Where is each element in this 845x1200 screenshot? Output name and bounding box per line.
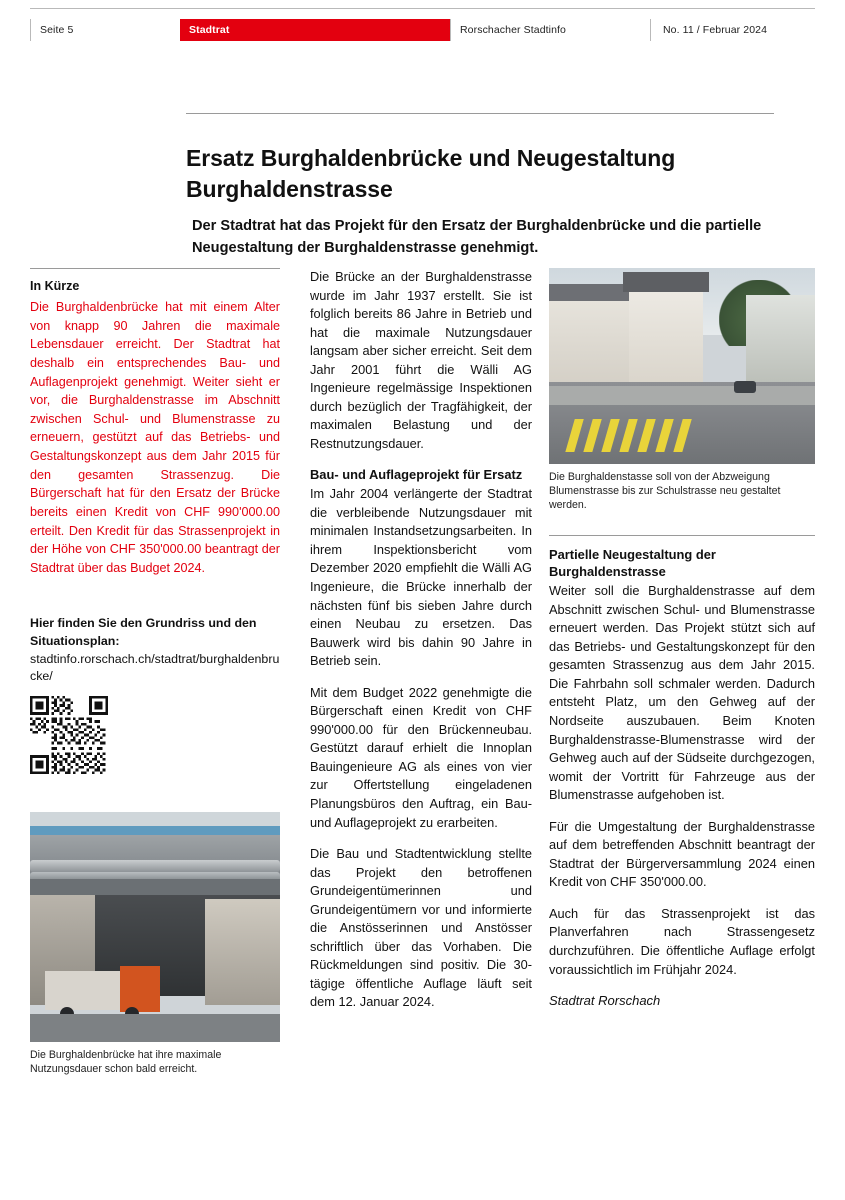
page-title: Ersatz Burghaldenbrücke und Neugestaltung Burghaldenstrasse (186, 145, 676, 202)
qr-code-icon[interactable] (30, 696, 108, 774)
summary-kicker: In Kürze (30, 279, 80, 293)
qr-heading: Hier finden Sie den Grundriss und den Situationsplan: (30, 616, 257, 648)
paragraph: Die Bau und Stadtentwicklung stellte das Projekt den betroffenen Grundeigentümerinnen und Grundeigentümern vor und informierte die Anstösserinnen und Anstösser schriftlich über das Vorhaben. Die Rückmeldungen sind positiv. Die 30-tägige öffentliche Auflage läuft seit dem 12. Januar 2024. (310, 846, 532, 1010)
column-right (549, 268, 815, 1008)
page-header (0, 0, 845, 56)
header-publication: Rorschacher Stadtinfo (450, 19, 650, 41)
subheading-bau-auflageprojekt: Bau- und Auflageprojekt für Ersatz (310, 467, 523, 483)
street-photo-caption: Die Burghaldenstasse soll von der Abzweigung Blumenstrasse bis zur Schulstrasse neu gestaltet werden. (549, 471, 781, 512)
header-issue: No. 11 / Februar 2024 (650, 19, 815, 41)
column-left-divider (30, 268, 280, 269)
column-left (30, 268, 280, 1076)
paragraph: Die Brücke an der Burghaldenstrasse wurde im Jahr 1937 erstellt. Sie ist folglich bereits 86 Jahre in Betrieb und hat die maximale Nutzungsdauer langsam aber sicher erreicht. Seit dem Jahr 2001 führt die Wälli AG Ingenieure regelmässige Inspektionen durch bezüglich der Tragfähigkeit, der maximalen Belastung und der Restnutzungsdauer. (310, 269, 532, 451)
bridge-photo-caption: Die Burghaldenbrücke hat ihre maximale Nutzungsdauer schon bald erreicht. (30, 1048, 222, 1075)
burghaldenbruecke-underside-photo (30, 812, 280, 1042)
subheading-partielle-neugestaltung: Partielle Neugestaltung der Burghaldenstrasse (549, 546, 716, 580)
burghaldenstrasse-street-photo (549, 268, 815, 464)
article-lead: Der Stadtrat hat das Projekt für den Ersatz der Burghaldenbrücke und die partielle Neugestaltung der Burghaldenstrasse genehmigt. (192, 217, 762, 256)
title-divider (186, 113, 774, 114)
paragraph: Im Jahr 2004 verlängerte der Stadtrat die verbleibende Nutzungsdauer mit minimalen Instandsetzungsarbeiten. In ihrem Inspektionsbericht vom Dezember 2020 empfiehlt die Wälli AG Ingenieure, die Brücke innerhalb der nächsten fünf bis sieben Jahre durch einen Neubau zu ersetzen. Das Bauwerk wird bis dahin 90 Jahre in Betrieb sein. (310, 486, 532, 669)
header-items (30, 19, 815, 41)
header-section-badge: Stadtrat (180, 19, 450, 41)
header-page-label: Seite 5 (30, 19, 180, 41)
paragraph: Mit dem Budget 2022 genehmigte die Bürgerschaft einen Kredit von CHF 990'000.00 für den Brückenneubau. Gestützt darauf erhielt die Innoplan Bauingenieure AG als eines von vier zur Offertstellung eingeladenen Planungsbüros den Auftrag, ein Bau- und Auflageprojekt zu erarbeiten. (310, 684, 532, 830)
paragraph: Auch für das Strassenprojekt ist das Planverfahren nach Strassengesetz durchzuführen. Die öffentliche Auflage erfolgt voraussichtlich im Frühjahr 2024. (549, 905, 815, 977)
article-signature: Stadtrat Rorschach (549, 993, 661, 1009)
header-divider (30, 8, 815, 9)
column-right-divider (549, 535, 815, 536)
summary-text: Die Burghaldenbrücke hat mit einem Alter von knapp 90 Jahren die maximale Lebensdauer erreicht. Der Stadtrat hat deshalb ein entsprechendes Bau- und Auflagenprojekt genehmigt. Weiter sieht er vor, die Burghaldenstrasse im Abschnitt zwischen Schul- und Blumenstrasse zu erneuern, gestützt auf das Betriebs- und Gestaltungskonzept aus dem Jahr 2015 für den gesamten Strassenzug. Die Bürgerschaft hat für den Ersatz der Brücke bereits einen Kredit von CHF 990'000.00 erteilt. Den Kredit für das Strassenprojekt in der Höhe von CHF 350'000.00 beantragt der Stadtrat über das Budget 2024. (30, 300, 280, 575)
paragraph: Weiter soll die Burghaldenstrasse auf dem Abschnitt zwischen Schul- und Blumenstrasse erneuert werden. Das Projekt stützt sich auf das Betriebs- und Gestaltungskonzept für den gesamten Strassenzug aus dem Jahr 2015. Die Fahrbahn soll schmaler werden. Dadurch entsteht Platz, um den Gehweg auf der Nordseite auszubauen. Beim Knoten Burghaldenstrasse-Blumenstrasse wird der Gehweg auch auf der Südseite durchgezogen, womit der Vortritt für Fahrzeuge aus der Blumenstrasse aufgehoben ist. (549, 583, 815, 803)
paragraph: Für die Umgestaltung der Burghaldenstrasse auf dem betreffenden Abschnitt beantragt der Stadtrat der Bürgerversammlung 2024 einen Kredit von CHF 350'000.00. (549, 818, 815, 890)
qr-url[interactable]: stadtinfo.rorschach.ch/stadtrat/burghaldenbrucke/ (30, 651, 280, 684)
column-middle (310, 268, 532, 1012)
